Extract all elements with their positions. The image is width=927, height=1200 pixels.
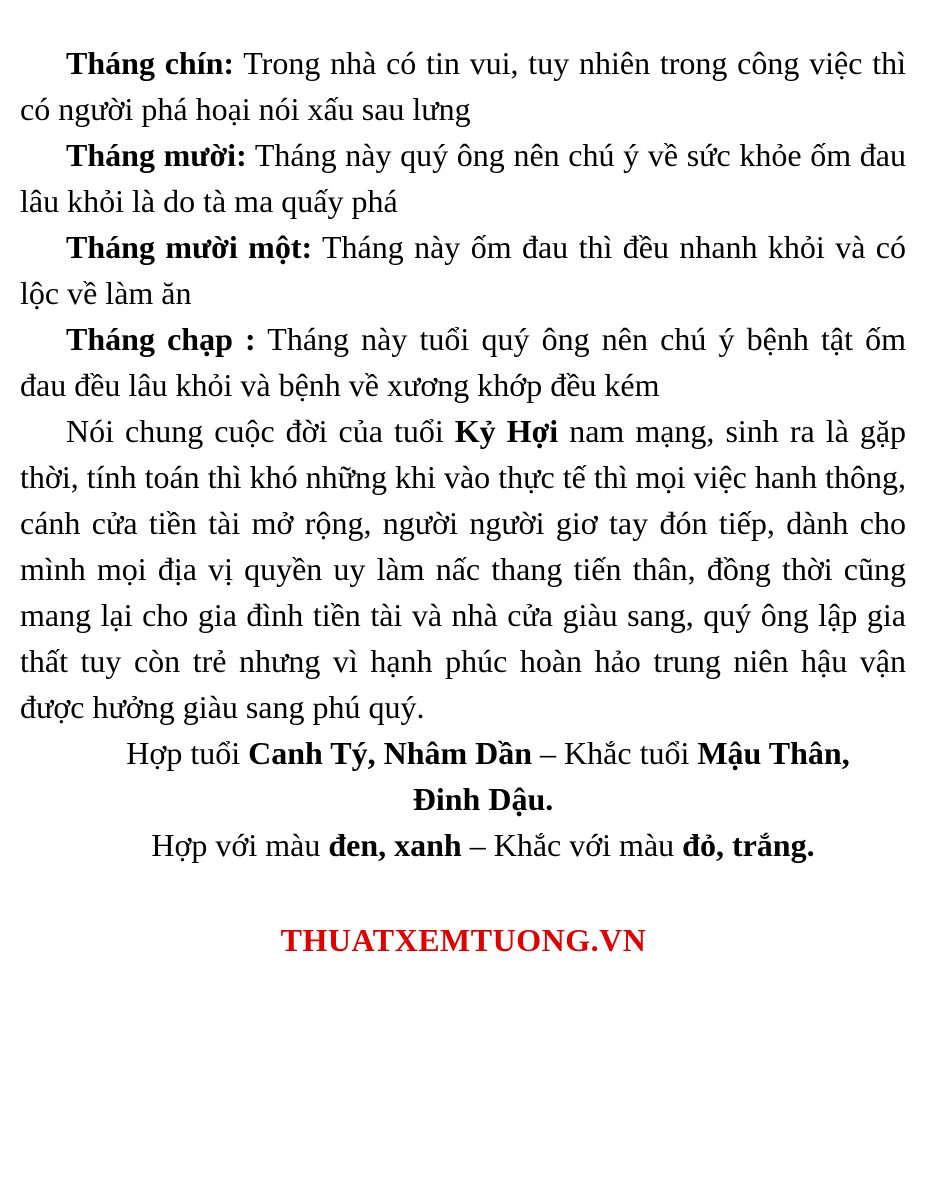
compatible-color-middle: – Khắc với màu (461, 827, 683, 863)
compatible-age-middle: – Khắc tuổi (532, 735, 698, 771)
month-twelve-text: Tháng này tuổi quý ông nên chú ý bệnh tật ốm đau đều lâu khỏi và bệnh về xương khớp đều kém (20, 321, 907, 403)
month-twelve-paragraph (20, 316, 906, 408)
month-nine-text: Trong nhà có tin vui, tuy nhiên trong công việc thì có người phá hoại nói xấu sau lưng (20, 45, 907, 127)
month-ten-label: Tháng mười: (66, 137, 247, 173)
compatible-age-good: Canh Tý, Nhâm Dần (248, 735, 533, 771)
compatible-color-bad: đỏ, trắng. (682, 827, 815, 863)
month-ten-paragraph (20, 132, 906, 224)
summary-highlight: Kỷ Hợi (454, 413, 559, 449)
month-eleven-label: Tháng mười một: (66, 229, 313, 265)
compatible-age-bad-2: Đinh Dậu. (412, 781, 554, 817)
summary-paragraph (20, 408, 906, 730)
month-twelve-label: Tháng chạp : (66, 321, 256, 357)
month-eleven-paragraph (20, 224, 906, 316)
month-nine-label: Tháng chín: (66, 45, 235, 81)
compatible-color-line (20, 822, 906, 868)
summary-rest: nam mạng, sinh ra là gặp thời, tính toán thì khó những khi vào thực tế thì mọi việc hanh thông, cánh cửa tiền tài mở rộng, người người giơ tay đón tiếp, dành cho mình mọi địa vị quyền uy làm nấc thang tiến thân, đồng thời cũng mang lại cho gia đình tiền tài và nhà cửa giàu sang, quý ông lập gia thất tuy còn trẻ nhưng vì hạnh phúc hoàn hảo trung niên hậu vận được hưởng giàu sang phú quý. (20, 413, 907, 725)
compatible-age-bad-1: Mậu Thân, (697, 735, 850, 771)
compatible-age-line (20, 730, 906, 776)
compatible-age-line-2 (20, 776, 906, 822)
compatible-age-prefix: Hợp tuổi (126, 735, 249, 771)
month-nine-paragraph (20, 40, 906, 132)
summary-intro: Nói chung cuộc đời của tuổi (66, 413, 455, 449)
compatible-color-good: đen, xanh (328, 827, 462, 863)
website-watermark: THUATXEMTUONG.VN (280, 922, 647, 958)
compatible-color-prefix: Hợp với màu (151, 827, 329, 863)
document-body (20, 40, 906, 868)
month-eleven-text: Tháng này ốm đau thì đều nhanh khỏi và có lộc về làm ăn (20, 229, 907, 311)
month-ten-text: Tháng này quý ông nên chú ý về sức khỏe ốm đau lâu khỏi là do tà ma quấy phá (20, 137, 907, 219)
